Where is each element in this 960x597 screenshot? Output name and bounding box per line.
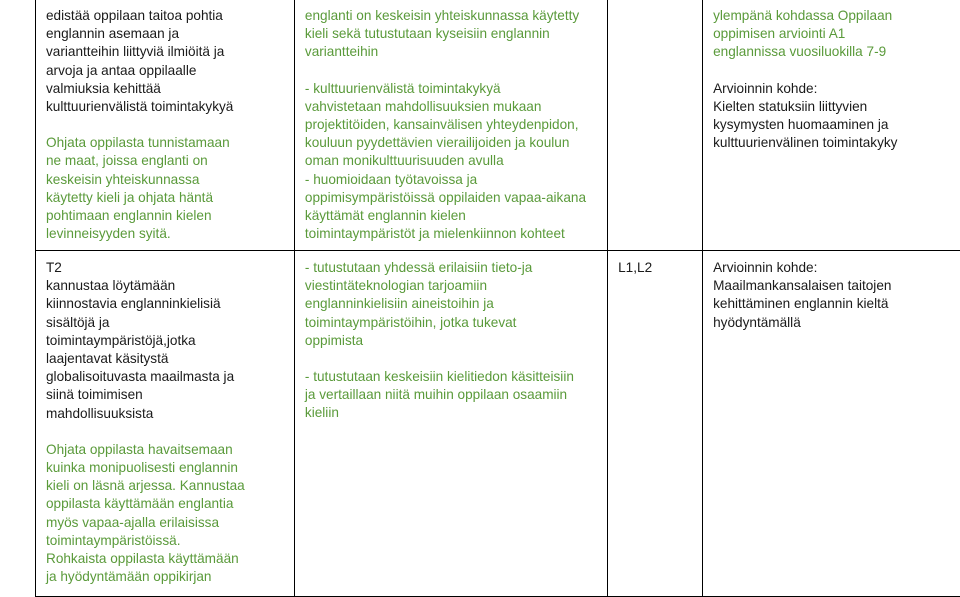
table-row [36,251,960,597]
table-row [36,0,960,251]
objective-cell [36,251,295,597]
content-text: englanti on keskeisin yhteiskunnassa käytetty kieli sekä tutustutaan kyseisiin englannin variantteihin [305,7,599,62]
content-text: - kulttuurienvälistä toimintakykyä vahvistetaan mahdollisuuksien mukaan projektitöiden, kansainvälisen yhteydenpidon, kouluun pyydettävien vierailijoiden ja koulun oman monikulttuurisuuden avulla - huomioidaan työtavoissa ja oppimisympäristöissä oppilaiden vapaa-aikana käyttämät englannin kielen toimintaympäristöt ja mielenkiinnon kohteet [305,80,599,244]
objective-text: edistää oppilaan taitoa pohtia englannin asemaan ja variantteihin liittyviä ilmiöitä ja arvoja ja antaa oppilaalle valmiuksia kehittää kulttuurienvälistä toimintakykyä [46,7,286,116]
assessment-text: Maailmankansalaisen taitojen kehittäminen englannin kieltä hyödyntämällä [713,277,952,332]
assessment-reference: ylempänä kohdassa Oppilaan oppimisen arviointi A1 englannissa vuosiluokilla 7-9 [713,7,952,62]
content-text: - tutustutaan yhdessä erilaisiin tieto-ja viestintäteknologian tarjoamiin englanninkielisiin aineistoihin ja toimintaympäristöihin, jotka tukevat oppimista [305,259,599,350]
assessment-cell [703,251,960,597]
assessment-cell [703,0,960,251]
assessment-text: Kielten statuksiin liittyvien kysymysten huomaaminen ja kulttuurienvälinen toimintakyky [713,98,952,153]
curriculum-table [35,0,960,597]
area-cell [608,0,703,251]
guidance-text: Ohjata oppilasta havaitsemaan kuinka monipuolisesti englannin kieli on läsnä arjessa. Kannustaa oppilasta käyttämään englantia myös vapaa-ajalla erilaisissa toimintaympäristöissä. Rohkaista oppilasta käyttämään ja hyödyntämään oppikirjan [46,441,286,587]
objective-text: kannustaa löytämään kiinnostavia englanninkielisiä sisältöjä ja toimintaympäristöjä,jotka laajentavat käsitystä globalisoituvasta maailmasta ja siinä toimimisen mahdollisuuksista [46,277,286,423]
area-text: L1,L2 [618,259,694,277]
content-cell [294,251,607,597]
guidance-text: Ohjata oppilasta tunnistamaan ne maat, joissa englanti on keskeisin yhteiskunnassa käytetty kieli ja ohjata häntä pohtimaan englannin kielen levinneisyyden syitä. [46,134,286,243]
area-cell [608,251,703,597]
content-cell [294,0,607,251]
content-text: - tutustutaan keskeisiin kielitiedon käsitteisiin ja vertaillaan niitä muihin oppilaan osaamiin kieliin [305,368,599,423]
objective-title: T2 [46,259,286,277]
objective-cell [36,0,295,251]
assessment-label: Arvioinnin kohde: [713,259,952,277]
assessment-label: Arvioinnin kohde: [713,80,952,98]
